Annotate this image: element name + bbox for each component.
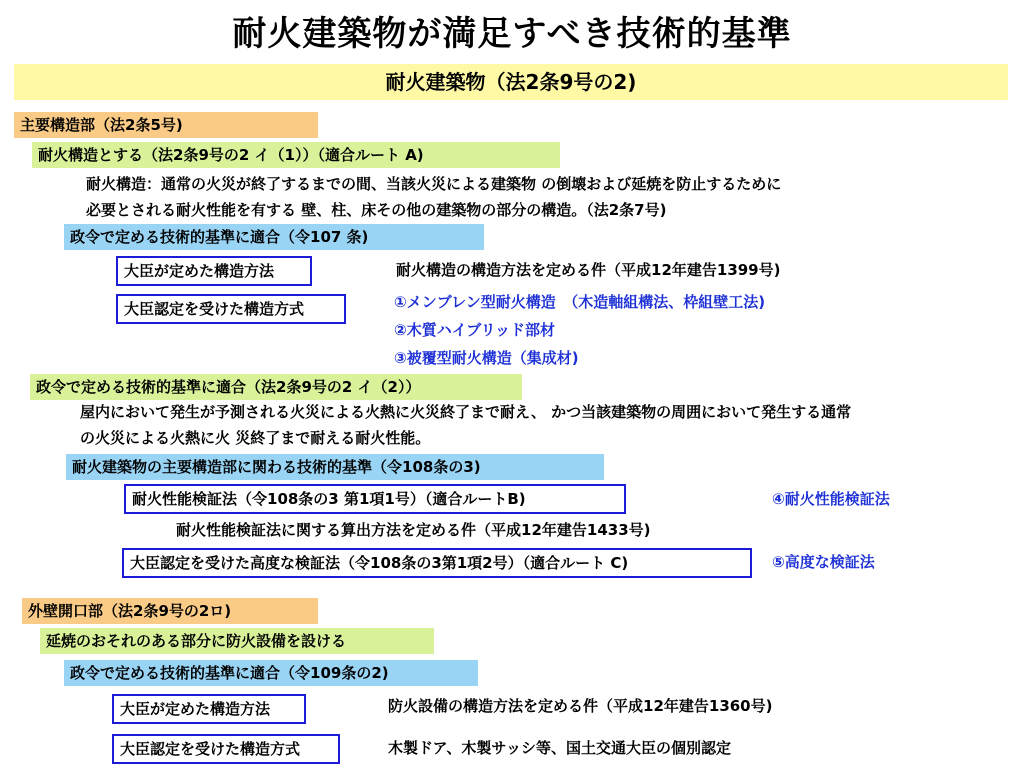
notice-1399: 耐火構造の構造方法を定める件（平成12年建告1399号) bbox=[396, 261, 781, 279]
notice-1433: 耐火性能検証法に関する算出方法を定める件（平成12年建告1433号) bbox=[176, 521, 651, 539]
tech-standard-107: 政令で定める技術的基準に適合（令107 条) bbox=[64, 224, 484, 250]
fireproof-structure-route-a: 耐火構造とする（法2条9号の2 イ（1））（適合ルート A) bbox=[32, 142, 560, 168]
item-covered: ③被覆型耐火構造（集成材) bbox=[394, 349, 579, 367]
notice-1360: 防火設備の構造方法を定める件（平成12年建告1360号) bbox=[388, 697, 773, 715]
note-fire-verify: ④耐火性能検証法 bbox=[772, 490, 890, 508]
certified-method-box-2[interactable]: 大臣認定を受けた構造方式 bbox=[112, 734, 340, 764]
page-title: 耐火建築物が満足すべき技術的基準 bbox=[232, 14, 792, 54]
tech-standard-108: 耐火建築物の主要構造部に関わる技術的基準（令108条の3) bbox=[66, 454, 604, 480]
performance-desc-2: の火災による火熱に火 災終了まで耐える耐火性能。 bbox=[80, 429, 431, 447]
wooden-fittings-note: 木製ドア、木製サッシ等、国土交通大臣の個別認定 bbox=[388, 739, 732, 757]
route-c-box[interactable]: 大臣認定を受けた高度な検証法（令108条の3第1項2号）（適合ルート C) bbox=[122, 548, 752, 578]
tech-standard-2-9-2: 政令で定める技術的基準に適合（法2条9号の2 イ（2）） bbox=[30, 374, 522, 400]
route-b-box[interactable]: 耐火性能検証法（令108条の3 第1項1号）（適合ルートB) bbox=[124, 484, 626, 514]
item-wood-hybrid: ②木質ハイブリッド部材 bbox=[394, 321, 556, 339]
definition-line-2: 必要とされる耐火性能を有する 壁、柱、床その他の建築物の部分の構造。（法2条7号) bbox=[86, 201, 667, 219]
exterior-opening-header: 外壁開口部（法2条9号の2ロ) bbox=[22, 598, 318, 624]
fire-equipment-line: 延焼のおそれのある部分に防火設備を設ける bbox=[40, 628, 434, 654]
certified-method-box[interactable]: 大臣認定を受けた構造方式 bbox=[116, 294, 346, 324]
tech-standard-109: 政令で定める技術的基準に適合（令109条の2) bbox=[64, 660, 478, 686]
minister-method-box[interactable]: 大臣が定めた構造方法 bbox=[116, 256, 312, 286]
section-banner: 耐火建築物（法2条9号の2) bbox=[14, 64, 1008, 100]
main-structure-header: 主要構造部（法2条5号) bbox=[14, 112, 318, 138]
note-advanced-verify: ⑤高度な検証法 bbox=[772, 553, 875, 571]
performance-desc-1: 屋内において発生が予測される火災による火熱に火災終了まで耐え、 かつ当該建築物の周囲において発生する通常 bbox=[80, 403, 852, 421]
definition-line-1: 耐火構造：通常の火災が終了するまでの間、当該火災による建築物 の倒壊および延焼を防止するために bbox=[86, 175, 782, 193]
minister-method-box-2[interactable]: 大臣が定めた構造方法 bbox=[112, 694, 306, 724]
item-membrane: ①メンブレン型耐火構造 （木造軸組構法、枠組壁工法) bbox=[394, 293, 766, 311]
